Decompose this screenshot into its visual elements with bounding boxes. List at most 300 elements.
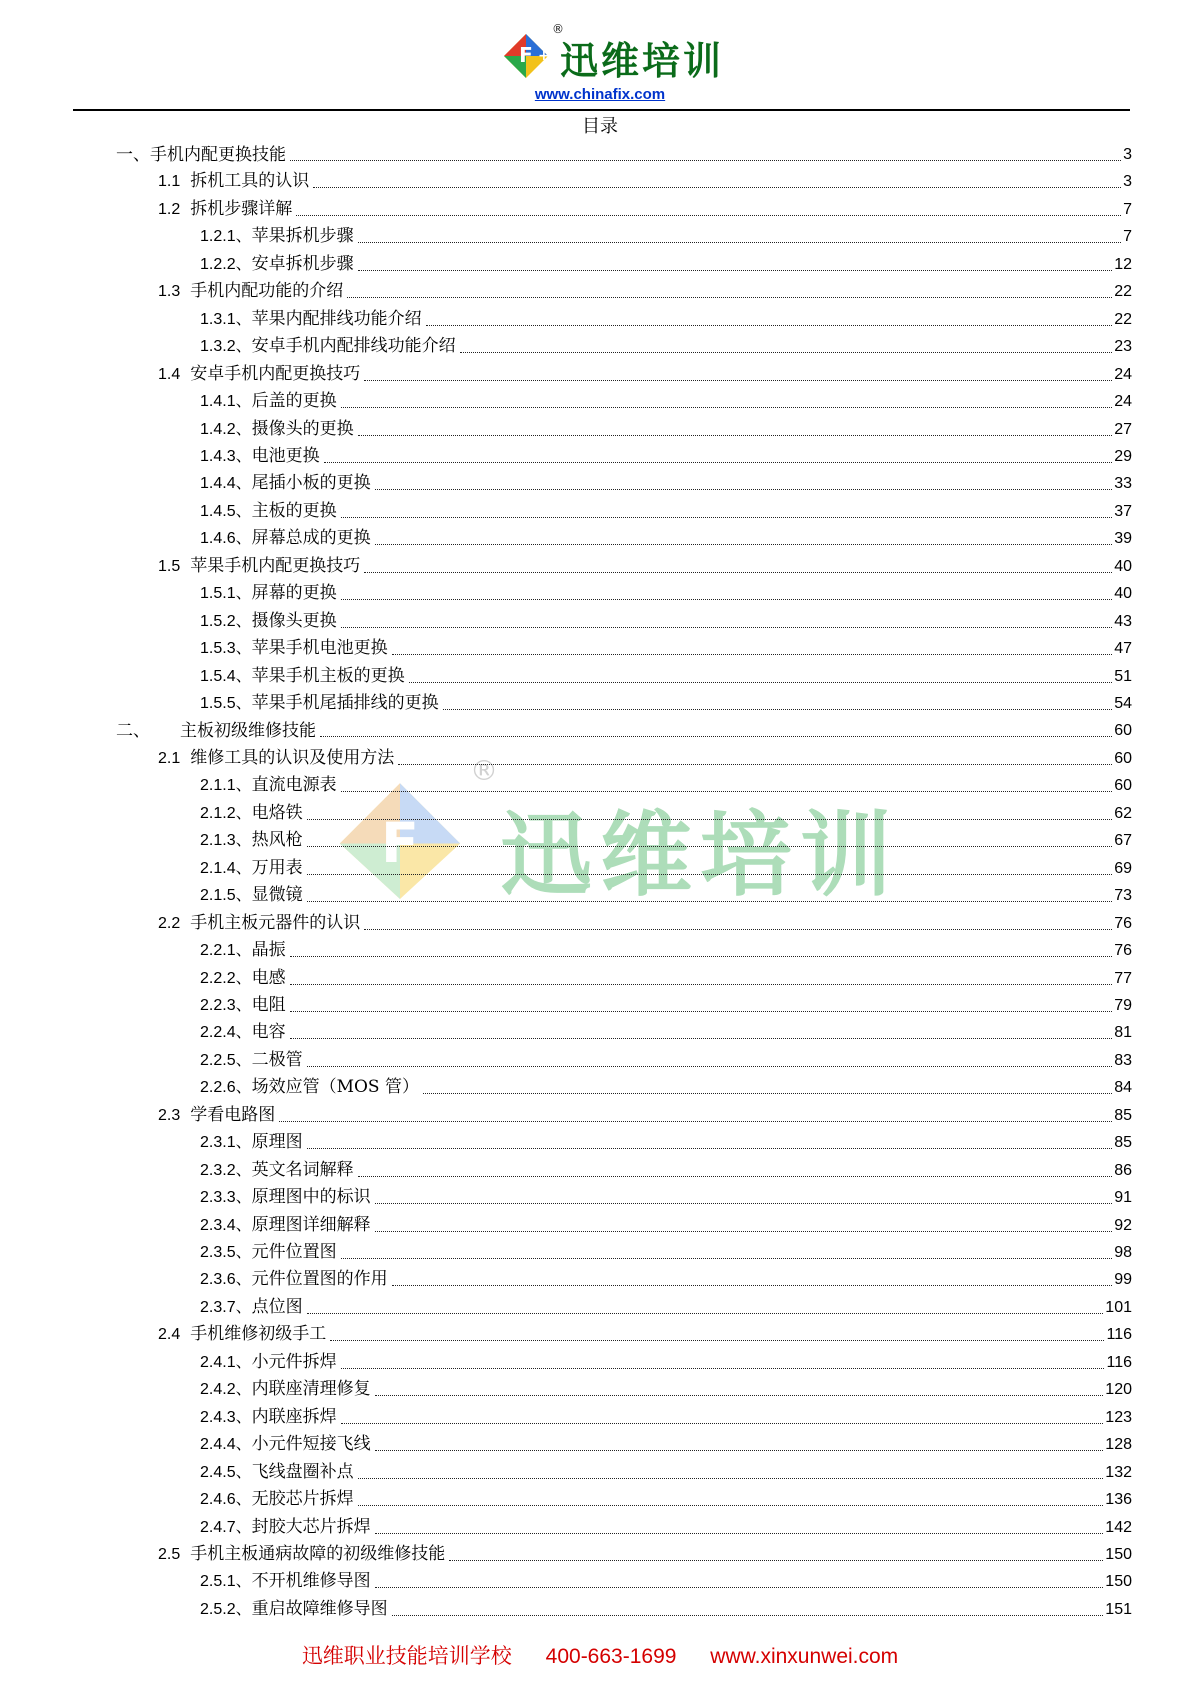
toc-entry[interactable] xyxy=(200,1238,1132,1264)
toc-entry-text: 主板的更换 xyxy=(251,500,337,521)
toc-entry-page: 7 xyxy=(1123,200,1132,218)
toc-entry-leader xyxy=(290,1037,1113,1039)
toc-entry-leader xyxy=(341,406,1113,408)
toc-entry[interactable] xyxy=(200,634,1132,660)
toc-entry-leader xyxy=(307,845,1113,847)
toc-entry-text: 安卓手机内配更换技巧 xyxy=(190,363,361,384)
toc-entry-text: 元件位置图 xyxy=(251,1242,337,1262)
toc-entry[interactable] xyxy=(200,964,1132,990)
toc-entry-number: 1.1 xyxy=(158,173,181,191)
toc-entry-number: 2.3.2、 xyxy=(200,1161,252,1179)
toc-entry[interactable] xyxy=(200,442,1132,468)
toc-entry-number: 2.3.6、 xyxy=(200,1271,252,1289)
toc-entry-number: 2.4.1、 xyxy=(200,1353,252,1371)
toc-entry-text: 苹果手机内配更换技巧 xyxy=(190,555,361,576)
toc-entry-text: 电阻 xyxy=(251,994,286,1015)
toc-entry-page: 142 xyxy=(1105,1518,1132,1536)
toc-entry-label xyxy=(200,390,339,413)
toc-entry[interactable] xyxy=(158,909,1132,935)
toc-entry-label xyxy=(200,1076,421,1099)
toc-entry-label xyxy=(200,1598,390,1621)
toc-entry-leader xyxy=(324,461,1113,463)
toc-entry-leader xyxy=(279,1120,1112,1122)
toc-entry-page: 22 xyxy=(1114,310,1132,328)
toc-entry-leader xyxy=(290,1010,1113,1012)
toc-entry-text: 重启故障维修导图 xyxy=(251,1598,388,1619)
toc-entry-number: 1.4 xyxy=(158,365,181,383)
toc-entry[interactable] xyxy=(200,1513,1132,1539)
toc-entry-page: 151 xyxy=(1105,1600,1132,1618)
toc-entry[interactable] xyxy=(200,579,1132,605)
toc-entry-label xyxy=(200,939,288,962)
toc-entry-text: 安卓手机内配排线功能介绍 xyxy=(251,336,456,357)
toc-entry-page: 86 xyxy=(1114,1161,1132,1179)
brand-logo xyxy=(496,22,732,83)
toc-entry-label xyxy=(200,1570,373,1593)
toc-entry-leader xyxy=(341,1422,1104,1424)
toc-entry[interactable] xyxy=(200,1183,1132,1209)
toc-entry-number: 2.3 xyxy=(158,1106,181,1124)
toc-entry[interactable] xyxy=(158,1320,1132,1346)
toc-entry-text: 无胶芯片拆焊 xyxy=(251,1489,354,1510)
toc-entry-text: 苹果手机电池更换 xyxy=(251,638,388,659)
toc-entry-number: 1.5.5、 xyxy=(200,695,252,712)
toc-entry-page: 60 xyxy=(1114,749,1132,767)
toc-entry-page: 77 xyxy=(1114,969,1132,987)
toc-entry-leader xyxy=(307,1147,1113,1149)
toc-entry-leader xyxy=(347,296,1112,298)
toc-entry-label xyxy=(200,829,305,852)
toc-entry[interactable] xyxy=(200,469,1132,495)
toc-entry-label xyxy=(200,418,356,441)
toc-entry-leader xyxy=(364,571,1112,573)
toc-entry-text: 晶振 xyxy=(251,940,286,961)
toc-entry-label xyxy=(158,1104,277,1127)
toc-entry-text: 热风枪 xyxy=(251,830,303,851)
toc-entry-leader xyxy=(358,1175,1113,1177)
toc-entry[interactable] xyxy=(158,744,1132,770)
toc-entry-number: 1.5.4、 xyxy=(200,667,252,685)
toc-entry-text: 摄像头更换 xyxy=(251,610,337,631)
toc-entry[interactable] xyxy=(200,1211,1132,1237)
toc-entry-number: 1.4.6、 xyxy=(200,530,252,548)
toc-entry-page: 60 xyxy=(1114,777,1132,795)
toc-entry-label xyxy=(158,280,345,303)
toc-entry-page: 92 xyxy=(1114,1216,1132,1234)
toc-entry-leader xyxy=(307,900,1113,902)
toc-entry[interactable] xyxy=(200,1430,1132,1456)
toc-entry[interactable] xyxy=(158,552,1132,578)
toc-entry-number: 2.2 xyxy=(158,914,181,932)
toc-entry[interactable] xyxy=(200,662,1132,688)
toc-entry-leader xyxy=(375,1532,1104,1534)
toc-entry-number: 1.3.2、 xyxy=(200,338,252,356)
toc-entry-label xyxy=(158,1323,328,1346)
toc-entry-leader xyxy=(358,1504,1104,1506)
toc-entry-label xyxy=(200,1021,288,1044)
footer-website[interactable]: www.xinxunwei.com xyxy=(710,1645,899,1668)
toc-entry[interactable] xyxy=(200,991,1132,1017)
toc-entry[interactable] xyxy=(158,277,1132,303)
toc-entry-leader xyxy=(392,1284,1113,1286)
toc-entry-number: 2.4.7、 xyxy=(200,1518,252,1536)
toc-entry-number: 2.4.6、 xyxy=(200,1491,252,1509)
toc-entry-leader xyxy=(364,379,1112,381)
svg-text:F: F xyxy=(381,810,419,876)
toc-entry-number: 2.4.2、 xyxy=(200,1381,252,1399)
toc-entry-label xyxy=(200,335,458,358)
toc-entry-page: 101 xyxy=(1105,1298,1132,1316)
toc-entry-text: 拆机步骤详解 xyxy=(190,198,293,219)
footer-school: 迅维职业技能培训学校 xyxy=(301,1645,512,1668)
toc-entry-page: 132 xyxy=(1105,1463,1132,1481)
toc-entry-label xyxy=(200,1378,373,1401)
toc-entry[interactable] xyxy=(200,881,1132,907)
toc-entry-text: 屏幕的更换 xyxy=(251,583,337,604)
toc-entry-label xyxy=(200,1214,373,1237)
toc-entry-number: 1.4.2、 xyxy=(200,420,252,438)
toc-entry-page: 116 xyxy=(1106,1326,1132,1344)
toc-entry-text: 飞线盘圈补点 xyxy=(251,1461,354,1482)
toc-entry[interactable] xyxy=(200,1128,1132,1154)
toc-entry-number: 1.2.2、 xyxy=(200,255,252,273)
toc-entry-number: 2.3.5、 xyxy=(200,1244,252,1261)
toc-entry-leader xyxy=(307,1065,1113,1067)
toc-entry-page: 54 xyxy=(1114,695,1132,712)
toc-entry[interactable] xyxy=(200,1567,1132,1593)
toc-entry-text: 学看电路图 xyxy=(190,1104,276,1125)
toc-entry-text: 内联座拆焊 xyxy=(251,1406,337,1427)
toc-entry-number: 1.2.1、 xyxy=(200,228,252,246)
toc-entry-leader xyxy=(443,708,1113,710)
toc-entry-leader xyxy=(375,1202,1113,1204)
toc-entry[interactable] xyxy=(158,1540,1132,1566)
toc-entry-text: 苹果手机尾插排线的更换 xyxy=(251,693,439,713)
toc-entry[interactable] xyxy=(200,387,1132,413)
toc-entry-page: 85 xyxy=(1114,1106,1132,1124)
page-footer xyxy=(0,1640,1200,1670)
toc-entry-leader xyxy=(341,598,1113,600)
toc-entry-leader xyxy=(449,1559,1103,1561)
toc-entry-leader xyxy=(341,1367,1105,1369)
toc-entry-number: 2.3.7、 xyxy=(200,1298,252,1316)
toc-entry[interactable] xyxy=(200,1403,1132,1429)
toc-entry-text: 摄像头的更换 xyxy=(251,418,354,439)
toc-entry-text: 电感 xyxy=(251,967,286,988)
toc-entry-page: 3 xyxy=(1123,173,1132,191)
toc-entry[interactable] xyxy=(158,195,1132,221)
header-divider xyxy=(73,109,1130,111)
toc-entry[interactable] xyxy=(200,854,1132,880)
toc-entry-number: 2.4.3、 xyxy=(200,1408,252,1426)
toc-entry-page: 43 xyxy=(1114,612,1132,630)
toc-entry-leader xyxy=(398,763,1112,765)
toc-entry-text: 原理图中的标识 xyxy=(251,1187,371,1208)
toc-entry-page: 120 xyxy=(1105,1381,1132,1399)
toc-entry-number: 2.5 xyxy=(158,1545,181,1563)
toc-entry[interactable] xyxy=(200,771,1132,797)
footer-phone: 400-663-1699 xyxy=(545,1645,677,1668)
toc-entry[interactable] xyxy=(200,1595,1132,1621)
toc-entry-label xyxy=(158,170,311,193)
toc-entry-number: 1.5.1、 xyxy=(200,585,252,603)
toc-entry-text: 电池更换 xyxy=(251,445,320,466)
toc-entry-label xyxy=(200,445,322,468)
svg-text:F: F xyxy=(519,43,533,67)
toc-entry-leader xyxy=(409,681,1113,683)
toc-entry-number: 1.3 xyxy=(158,283,181,301)
toc-entry-text: 点位图 xyxy=(251,1296,303,1317)
registered-mark: ® xyxy=(552,22,564,36)
toc-entry-text: 内联座清理修复 xyxy=(251,1379,371,1400)
toc-entry-text: 苹果手机主板的更换 xyxy=(251,665,405,686)
toc-entry-page: 83 xyxy=(1114,1051,1132,1069)
toc-entry[interactable] xyxy=(200,332,1132,358)
toc-entry-label xyxy=(200,884,305,907)
toc-entry[interactable] xyxy=(200,1375,1132,1401)
toc-entry-page: 12 xyxy=(1114,255,1132,273)
toc-entry-number: 2.2.3、 xyxy=(200,996,252,1014)
toc-entry-label xyxy=(200,1049,305,1072)
toc-entry-number: 一、 xyxy=(116,145,150,165)
toc-entry-label xyxy=(200,1516,373,1539)
toc-entry-leader xyxy=(296,214,1121,216)
toc-entry[interactable] xyxy=(200,607,1132,633)
toc-entry-label xyxy=(200,1159,356,1182)
toc-entry-text: 场效应管（MOS 管） xyxy=(251,1077,419,1098)
toc-entry[interactable] xyxy=(200,1073,1132,1099)
toc-entry[interactable] xyxy=(200,1156,1132,1182)
toc-entry-text: 手机内配更换技能 xyxy=(150,145,286,165)
toc-entry-leader xyxy=(426,324,1113,326)
toc-entry[interactable] xyxy=(200,497,1132,523)
toc-entry[interactable] xyxy=(200,826,1132,852)
toc-entry-leader xyxy=(364,928,1112,930)
toc-entry[interactable] xyxy=(158,1101,1132,1127)
toc-entry-label xyxy=(200,1461,356,1484)
toc-entry-leader xyxy=(358,241,1122,243)
toc-entry-text: 苹果拆机步骤 xyxy=(251,226,354,247)
toc-entry-leader xyxy=(358,434,1113,436)
toc-entry-text: 屏幕总成的更换 xyxy=(251,528,371,549)
toc-entry-page: 7 xyxy=(1123,228,1132,246)
toc-entry-label xyxy=(200,582,339,605)
toc-entry[interactable] xyxy=(200,1348,1132,1374)
toc-entry-page: 136 xyxy=(1105,1491,1132,1509)
toc-entry-label xyxy=(200,253,356,276)
toc-entry[interactable] xyxy=(200,689,1132,715)
toc-entry-leader xyxy=(392,653,1113,655)
toc-entry-label xyxy=(200,308,424,331)
toc-entry-number: 1.3.1、 xyxy=(200,310,252,328)
toc-entry-label xyxy=(200,1488,356,1511)
toc-entry-number: 2.3.3、 xyxy=(200,1189,252,1207)
toc-entry-text: 维修工具的认识及使用方法 xyxy=(190,747,395,768)
toc-entry-page: 27 xyxy=(1114,420,1132,438)
toc-entry[interactable] xyxy=(200,250,1132,276)
toc-entry[interactable] xyxy=(200,222,1132,248)
toc-entry-page: 24 xyxy=(1114,365,1132,383)
toc-entry-label xyxy=(200,1131,305,1154)
toc-entry-leader xyxy=(392,1614,1104,1616)
toc-entry-text: 手机主板通病故障的初级维修技能 xyxy=(190,1543,446,1564)
toc-entry-number: 二、 xyxy=(116,721,150,742)
toc-entry-text: 二极管 xyxy=(251,1049,303,1070)
toc-entry-page: 51 xyxy=(1114,667,1132,685)
toc-entry-number: 2.4.5、 xyxy=(200,1463,252,1481)
toc-entry-page: 116 xyxy=(1106,1353,1132,1371)
watermark-registered-mark: ® xyxy=(470,754,498,787)
toc-entry-label xyxy=(158,555,362,578)
toc-entry[interactable] xyxy=(200,1265,1132,1291)
toc-entry-page: 79 xyxy=(1114,996,1132,1014)
toc-entry-number: 2.2.5、 xyxy=(200,1051,252,1069)
toc-entry-number: 2.1.2、 xyxy=(200,804,252,822)
toc-entry-page: 60 xyxy=(1114,722,1132,740)
toc-entry-text: 原理图详细解释 xyxy=(251,1214,371,1235)
toc-entry-label xyxy=(200,802,305,825)
toc-entry-page: 81 xyxy=(1114,1024,1132,1042)
toc-entry-page: 150 xyxy=(1105,1545,1132,1563)
toc-entry-text: 安卓拆机步骤 xyxy=(251,253,354,274)
toc-entry[interactable] xyxy=(200,936,1132,962)
toc-entry-label xyxy=(200,1296,305,1319)
toc-entry[interactable] xyxy=(200,1293,1132,1319)
toc-entry[interactable] xyxy=(200,1018,1132,1044)
toc-entry-label xyxy=(200,692,441,715)
toc-entry[interactable] xyxy=(158,360,1132,386)
toc-entry-label xyxy=(116,144,288,166)
toc-entry-leader xyxy=(375,1230,1113,1232)
toc-entry-label xyxy=(200,1433,373,1456)
toc-entry[interactable] xyxy=(116,716,1132,742)
toc-entry-label xyxy=(200,1186,373,1209)
toc-entry-page: 69 xyxy=(1114,859,1132,877)
toc-entry[interactable] xyxy=(200,1458,1132,1484)
toc-entry-leader xyxy=(423,1092,1112,1094)
toc-entry-label xyxy=(158,198,294,221)
toc-entry[interactable] xyxy=(200,415,1132,441)
toc-entry-page: 62 xyxy=(1114,804,1132,822)
toc-entry-number: 1.5.3、 xyxy=(200,640,252,658)
toc-entry-number: 2.3.1、 xyxy=(200,1134,252,1152)
toc-entry-number: 1.4.1、 xyxy=(200,393,252,411)
toc-entry-label xyxy=(200,225,356,248)
toc-entry[interactable] xyxy=(200,799,1132,825)
toc-entry-page: 99 xyxy=(1114,1271,1132,1289)
toc-entry-page: 76 xyxy=(1114,914,1132,932)
toc-entry-label xyxy=(200,472,373,495)
toc-entry-label xyxy=(200,1241,339,1264)
toc-entry-page: 39 xyxy=(1114,530,1132,548)
page-header xyxy=(0,0,1200,112)
toc-entry-number: 2.4 xyxy=(158,1326,181,1344)
toc-entry-leader xyxy=(375,1586,1104,1588)
toc-entry-leader xyxy=(307,818,1113,820)
toc-entry-leader xyxy=(313,186,1121,188)
toc-entry-label xyxy=(200,665,407,688)
toc-entry-page: 85 xyxy=(1114,1134,1132,1152)
toc-entry-text: 拆机工具的认识 xyxy=(190,171,310,192)
toc-entry-number: 2.5.2、 xyxy=(200,1600,252,1618)
toc-entry-text: 直流电源表 xyxy=(251,775,337,796)
toc-entry-leader xyxy=(460,351,1113,353)
toc-entry-page: 128 xyxy=(1105,1436,1132,1454)
toc-entry-leader xyxy=(375,488,1113,490)
toc-entry-label xyxy=(158,912,362,935)
toc-entry-page: 47 xyxy=(1114,640,1132,658)
toc-entry-text: 万用表 xyxy=(251,857,303,878)
site-url-link[interactable]: www.chinafix.com xyxy=(534,86,666,103)
toc-entry-label xyxy=(158,1543,447,1566)
toc-entry-label xyxy=(200,857,305,880)
toc-entry-page: 40 xyxy=(1114,585,1132,603)
toc-entry-label xyxy=(200,1406,339,1429)
toc-entry-text: 英文名词解释 xyxy=(251,1159,354,1180)
toc-entry[interactable] xyxy=(116,140,1132,166)
toc-entry-number: 2.2.4、 xyxy=(200,1024,252,1042)
toc-entry-text: 手机主板元器件的认识 xyxy=(190,912,361,933)
svg-text:+: + xyxy=(538,48,550,64)
toc-entry-label xyxy=(200,500,339,523)
toc-entry-text: 手机维修初级手工 xyxy=(190,1324,327,1345)
toc-entry-leader xyxy=(307,1312,1104,1314)
toc-entry-page: 84 xyxy=(1114,1079,1132,1097)
toc-entry-page: 91 xyxy=(1114,1189,1132,1207)
toc-entry-leader xyxy=(320,735,1112,737)
toc-entry-number: 1.5.2、 xyxy=(200,612,252,630)
toc-entry-page: 98 xyxy=(1114,1244,1132,1261)
toc-entry-text: 手机内配功能的介绍 xyxy=(190,281,344,302)
toc-entry-page: 33 xyxy=(1114,475,1132,493)
toc-entry-leader xyxy=(290,983,1113,985)
toc-entry-leader xyxy=(341,516,1113,518)
toc-entry-text: 小元件拆焊 xyxy=(251,1351,337,1372)
toc-entry[interactable] xyxy=(200,305,1132,331)
toc-entry-page: 67 xyxy=(1114,832,1132,850)
toc-entry[interactable] xyxy=(200,524,1132,550)
brand-name: 迅维培训 xyxy=(560,39,725,83)
toc-entry-page: 24 xyxy=(1114,393,1132,411)
toc-entry-text: 尾插小板的更换 xyxy=(251,473,371,494)
toc-entry-text: 元件位置图的作用 xyxy=(251,1269,388,1290)
toc-entry-number: 2.4.4、 xyxy=(200,1436,252,1454)
toc-entry-number: 2.3.4、 xyxy=(200,1216,252,1234)
toc-entry-leader xyxy=(290,955,1113,957)
toc-entry-label xyxy=(116,720,318,742)
toc-entry-page: 40 xyxy=(1114,557,1132,575)
toc-entry-text: 原理图 xyxy=(251,1132,303,1153)
toc-entry[interactable] xyxy=(200,1485,1132,1511)
toc-entry-leader xyxy=(341,626,1113,628)
toc-entry-text: 不开机维修导图 xyxy=(251,1571,371,1592)
toc-entry-leader xyxy=(341,790,1113,792)
toc-entry-label xyxy=(200,774,339,797)
toc-entry-leader xyxy=(375,1449,1104,1451)
toc-entry-leader xyxy=(358,269,1113,271)
toc-entry-page: 22 xyxy=(1114,283,1132,301)
toc-entry-leader xyxy=(341,1257,1113,1259)
toc-entry-text: 后盖的更换 xyxy=(251,391,337,412)
toc-entry[interactable] xyxy=(200,1046,1132,1072)
toc-entry-label xyxy=(200,1351,339,1374)
toc-entry-text: 封胶大芯片拆焊 xyxy=(251,1516,371,1537)
toc-entry-text: 电烙铁 xyxy=(251,802,303,823)
toc-entry-number: 2.1.3、 xyxy=(200,832,252,850)
toc-entry-label xyxy=(200,527,373,550)
toc-entry[interactable] xyxy=(158,167,1132,193)
toc-entry-label xyxy=(200,1268,390,1291)
